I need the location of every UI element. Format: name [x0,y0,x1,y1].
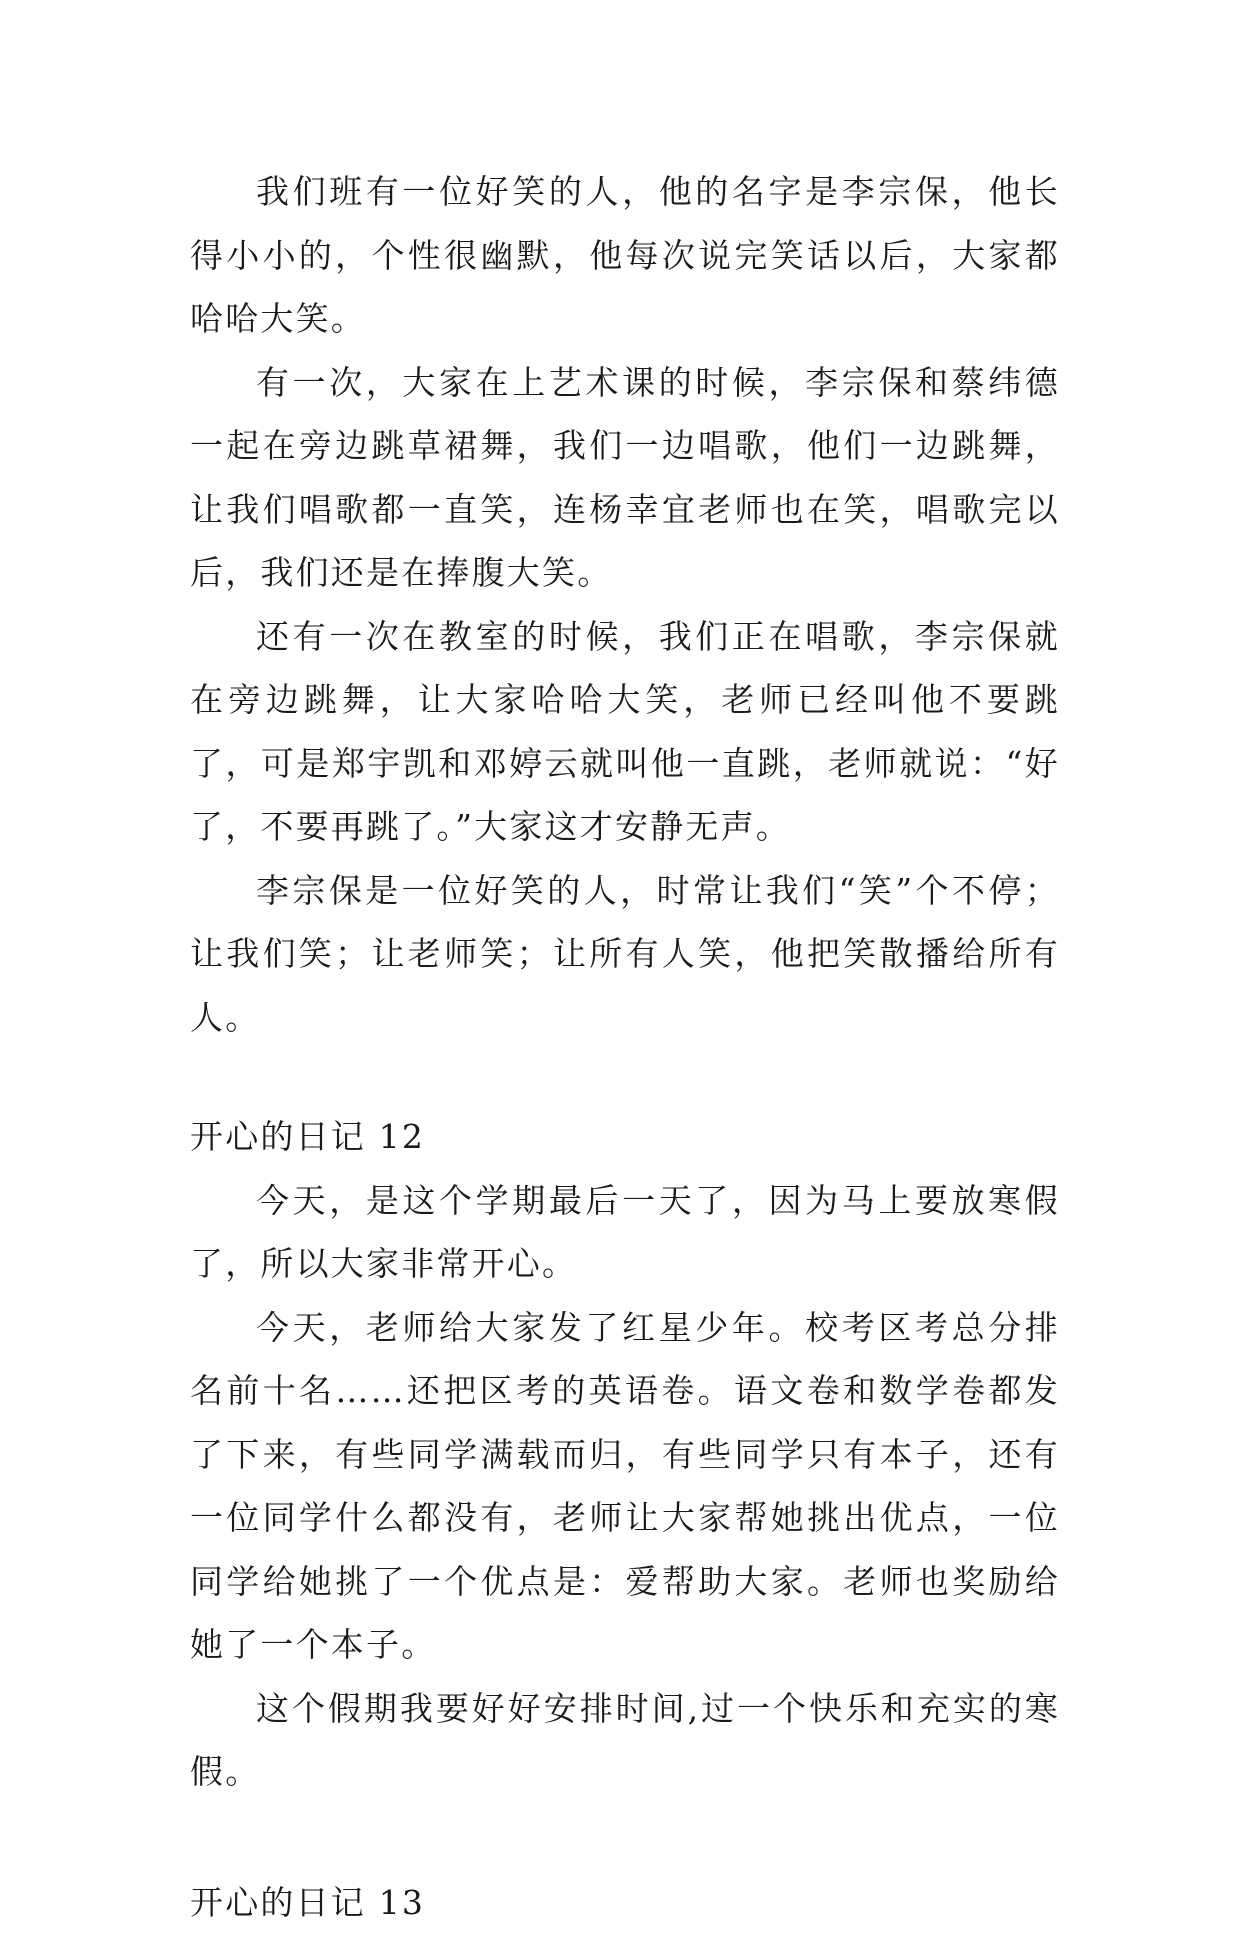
section-heading: 开心的日记 12 [190,1105,1060,1169]
paragraph: 还有一次在教室的时候，我们正在唱歌，李宗保就在旁边跳舞，让大家哈哈大笑，老师已经叫他不要跳了，可是郑宇凯和邓婷云就叫他一直跳，老师就说：“好了，不要再跳了。”大家这才安静无声。 [190,605,1060,859]
paragraph: 这个假期我要好好安排时间,过一个快乐和充实的寒假。 [190,1677,1060,1804]
section-heading: 开心的日记 13 [190,1871,1060,1934]
paragraph: 我们班有一位好笑的人，他的名字是李宗保，他长得小小的，个性很幽默，他每次说完笑话以后，大家都哈哈大笑。 [190,160,1060,351]
document-body [190,160,1060,1934]
paragraph: 有一次，大家在上艺术课的时候，李宗保和蔡纬德一起在旁边跳草裙舞，我们一边唱歌，他们一边跳舞，让我们唱歌都一直笑，连杨幸宜老师也在笑，唱歌完以后，我们还是在捧腹大笑。 [190,351,1060,605]
paragraph: 今天，老师给大家发了红星少年。校考区考总分排名前十名……还把区考的英语卷。语文卷和数学卷都发了下来，有些同学满载而归，有些同学只有本子，还有一位同学什么都没有，老师让大家帮她挑出优点，一位同学给她挑了一个优点是：爱帮助大家。老师也奖励给她了一个本子。 [190,1296,1060,1677]
paragraph: 李宗保是一位好笑的人，时常让我们“笑”个不停；让我们笑；让老师笑；让所有人笑，他把笑散播给所有人。 [190,859,1060,1050]
paragraph: 今天，是这个学期最后一天了，因为马上要放寒假了，所以大家非常开心。 [190,1169,1060,1296]
